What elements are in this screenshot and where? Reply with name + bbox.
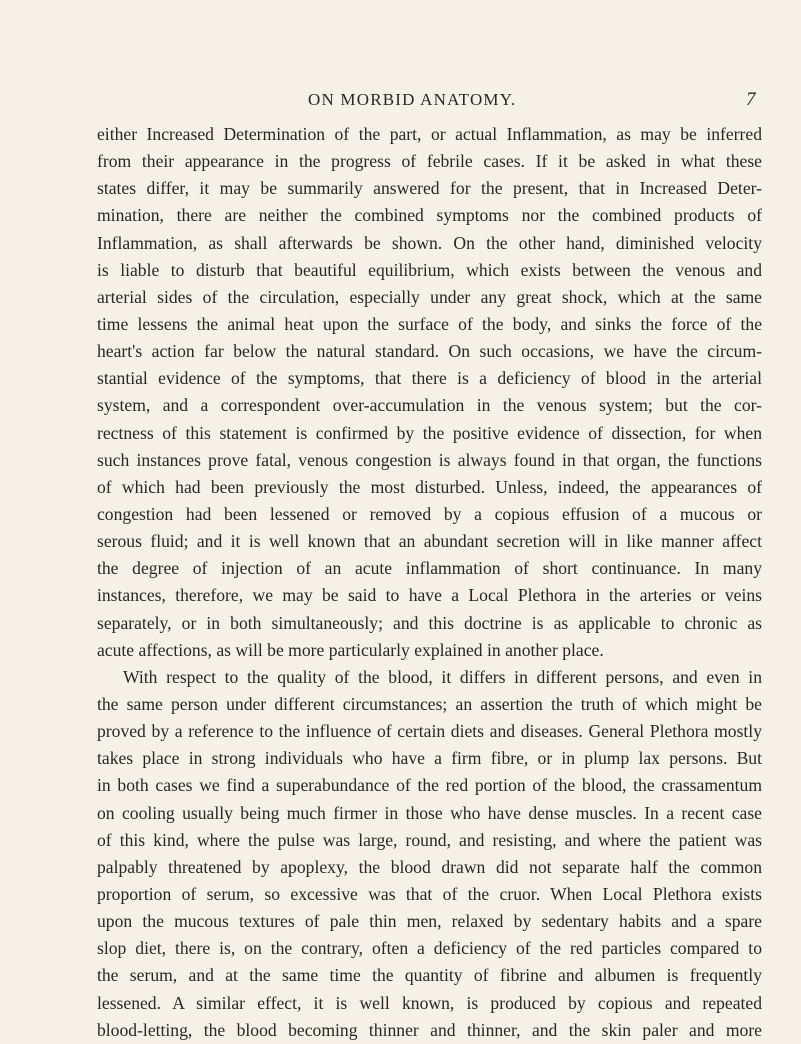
text-line: slop diet, there is, on the contrary, often a deficiency of the red particles compared to <box>97 938 762 959</box>
page-number: 7 <box>746 89 756 110</box>
text-line: congestion had been lessened or removed by a copious effusion of a mucous or <box>97 503 762 524</box>
paragraph-end-line: acute affections, as will be more particularly explained in another place. <box>97 639 604 660</box>
text-line: from their appearance in the progress of febrile cases. If it be asked in what these <box>97 151 762 172</box>
running-head <box>0 90 801 114</box>
text-line: system, and a correspondent over-accumulation in the venous system; but the cor- <box>97 395 762 416</box>
text-line: heart's action far below the natural standard. On such occasions, we have the circum- <box>97 341 762 362</box>
text-line: of which had been previously the most disturbed. Unless, indeed, the appearances of <box>97 476 762 497</box>
paragraph-start-line: With respect to the quality of the blood, it differs in different persons, and even in <box>123 666 762 687</box>
text-line: palpably threatened by apoplexy, the blood drawn did not separate half the common <box>97 856 762 877</box>
text-line: arterial sides of the circulation, especially under any great shock, which at the same <box>97 286 762 307</box>
body-text <box>97 121 762 1044</box>
text-line: of this kind, where the pulse was large, round, and resisting, and where the patient was <box>97 829 762 850</box>
text-line: lessened. A similar effect, it is well known, is produced by copious and repeated <box>97 992 762 1013</box>
text-line: upon the mucous textures of pale thin men, relaxed by sedentary habits and a spare <box>97 911 762 932</box>
text-line: instances, therefore, we may be said to have a Local Plethora in the arteries or veins <box>97 585 762 606</box>
text-line: the degree of injection of an acute inflammation of short continuance. In many <box>97 558 762 579</box>
text-line: the same person under different circumstances; an assertion the truth of which might be <box>97 693 762 714</box>
text-line: separately, or in both simultaneously; and this doctrine is as applicable to chronic as <box>97 612 762 633</box>
running-title: ON MORBID ANATOMY. <box>308 90 517 109</box>
text-line: mination, there are neither the combined symptoms nor the combined products of <box>97 205 762 226</box>
text-line: in both cases we find a superabundance of the red portion of the blood, the crassamentum <box>97 775 762 796</box>
text-line: takes place in strong individuals who have a firm fibre, or in plump lax persons. But <box>97 748 762 769</box>
text-line: on cooling usually being much firmer in those who have dense muscles. In a recent case <box>97 802 762 823</box>
text-line: proportion of serum, so excessive was that of the cruor. When Local Plethora exists <box>97 883 762 904</box>
text-line: rectness of this statement is confirmed by the positive evidence of dissection, for when <box>97 422 762 443</box>
text-line: states differ, it may be summarily answered for the present, that in Increased Deter- <box>97 178 762 199</box>
text-line: such instances prove fatal, venous congestion is always found in that organ, the functions <box>97 449 762 470</box>
text-line: either Increased Determination of the part, or actual Inflammation, as may be inferred <box>97 124 762 144</box>
text-line: is liable to disturb that beautiful equilibrium, which exists between the venous and <box>97 259 762 280</box>
text-line: proved by a reference to the influence of certain diets and diseases. General Plethora mostly <box>97 721 762 742</box>
text-line: Inflammation, as shall afterwards be shown. On the other hand, diminished velocity <box>97 232 762 253</box>
text-line: stantial evidence of the symptoms, that there is a deficiency of blood in the arterial <box>97 368 762 389</box>
text-line: time lessens the animal heat upon the surface of the body, and sinks the force of the <box>97 313 762 334</box>
text-line: the serum, and at the same time the quantity of fibrine and albumen is frequently <box>97 965 762 986</box>
text-line: blood-letting, the blood becoming thinner and thinner, and the skin paler and more <box>97 1019 762 1040</box>
text-line: serous fluid; and it is well known that an abundant secretion will in like manner affect <box>97 531 762 552</box>
